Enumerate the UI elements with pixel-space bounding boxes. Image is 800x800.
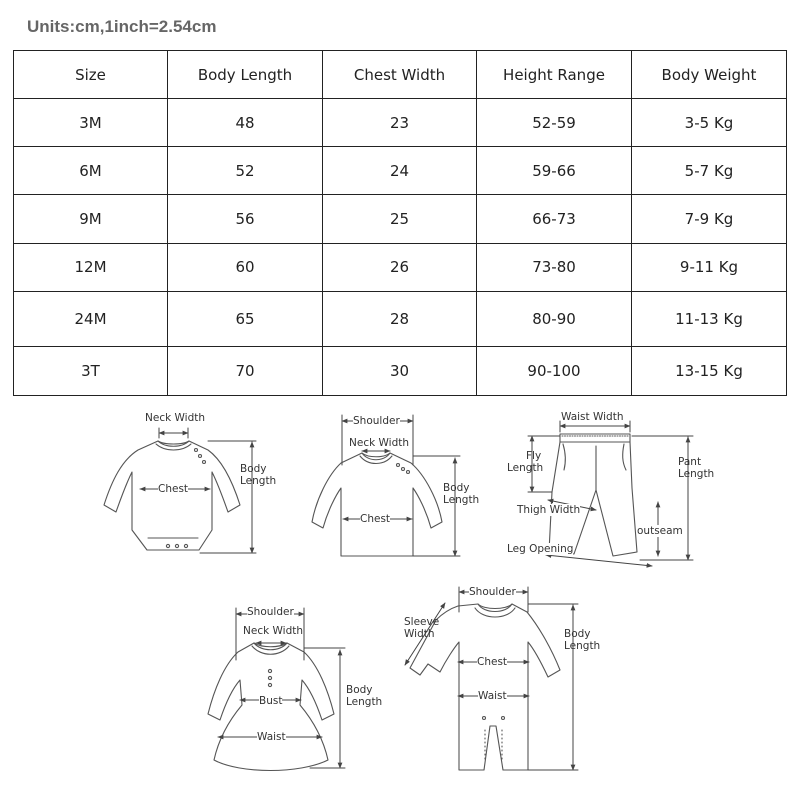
bodysuit-neck-width-label: Neck Width [145, 412, 206, 424]
cell-size: 3T [14, 346, 168, 395]
cell-height-range: 90-100 [477, 346, 632, 395]
dress-shoulder-label: Shoulder [247, 606, 294, 618]
pants-leg-opening-label: Leg Opening [507, 543, 574, 555]
shirt-neck-width-label: Neck Width [349, 437, 410, 449]
romper-width-label: Width [404, 628, 435, 640]
romper-chest-label: Chest [477, 656, 508, 668]
cell-chest-width: 26 [323, 243, 477, 291]
pants-thigh-width-label: Thigh Width [517, 504, 581, 516]
pants-waist-width-label: Waist Width [561, 411, 624, 423]
cell-body-length: 48 [168, 99, 323, 147]
cell-body-weight: 11-13 Kg [632, 291, 787, 346]
cell-chest-width: 23 [323, 99, 477, 147]
pants-pant-label: Pant [678, 456, 702, 468]
dress-body-label: Body [346, 684, 373, 696]
cell-body-weight: 7-9 Kg [632, 195, 787, 243]
shirt-body-label: Body [443, 482, 470, 494]
romper-measure-lines [405, 587, 578, 770]
cell-size: 3M [14, 99, 168, 147]
pants-illustration [549, 434, 637, 556]
pants-fly-label: Fly [526, 450, 542, 462]
cell-height-range: 59-66 [477, 147, 632, 195]
cell-height-range: 73-80 [477, 243, 632, 291]
cell-body-length: 65 [168, 291, 323, 346]
cell-chest-width: 25 [323, 195, 477, 243]
cell-chest-width: 30 [323, 346, 477, 395]
pants-pant-length-label: Length [678, 468, 715, 480]
cell-body-length: 70 [168, 346, 323, 395]
romper-body-label: Body [564, 628, 591, 640]
header-height-range: Height Range [477, 51, 632, 99]
dress-waist-label: Waist [257, 731, 286, 743]
header-body-length: Body Length [168, 51, 323, 99]
cell-body-length: 56 [168, 195, 323, 243]
cell-height-range: 52-59 [477, 99, 632, 147]
cell-body-weight: 9-11 Kg [632, 243, 787, 291]
cell-body-weight: 5-7 Kg [632, 147, 787, 195]
bodysuit-body-label: Body [240, 463, 267, 475]
cell-body-length: 60 [168, 243, 323, 291]
romper-waist-label: Waist [478, 690, 507, 702]
bodysuit-length-label: Length [240, 475, 277, 487]
romper-shoulder-label: Shoulder [469, 586, 516, 598]
shirt-length-label: Length [443, 494, 480, 506]
cell-height-range: 80-90 [477, 291, 632, 346]
romper-length-label: Length [564, 640, 601, 652]
header-body-weight: Body Weight [632, 51, 787, 99]
bodysuit-chest-label: Chest [158, 483, 189, 495]
shirt-chest-label: Chest [360, 513, 391, 525]
header-size: Size [14, 51, 168, 99]
cell-size: 12M [14, 243, 168, 291]
cell-body-length: 52 [168, 147, 323, 195]
units-note: Units:cm,1inch=2.54cm [27, 17, 217, 36]
dress-neck-width-label: Neck Width [243, 625, 304, 637]
cell-body-weight: 3-5 Kg [632, 99, 787, 147]
cell-size: 24M [14, 291, 168, 346]
dress-bust-label: Bust [259, 695, 283, 707]
header-chest-width: Chest Width [323, 51, 477, 99]
cell-size: 6M [14, 147, 168, 195]
cell-height-range: 66-73 [477, 195, 632, 243]
cell-body-weight: 13-15 Kg [632, 346, 787, 395]
pants-outseam-label: outseam [637, 525, 683, 537]
pants-fly-length-label: Length [507, 462, 544, 474]
cell-chest-width: 28 [323, 291, 477, 346]
cell-chest-width: 24 [323, 147, 477, 195]
dress-length-label: Length [346, 696, 383, 708]
shirt-shoulder-label: Shoulder [353, 415, 400, 427]
romper-sleeve-label: Sleeve [404, 616, 440, 628]
shirt-illustration [312, 453, 442, 556]
cell-size: 9M [14, 195, 168, 243]
bodysuit-illustration [104, 441, 240, 550]
